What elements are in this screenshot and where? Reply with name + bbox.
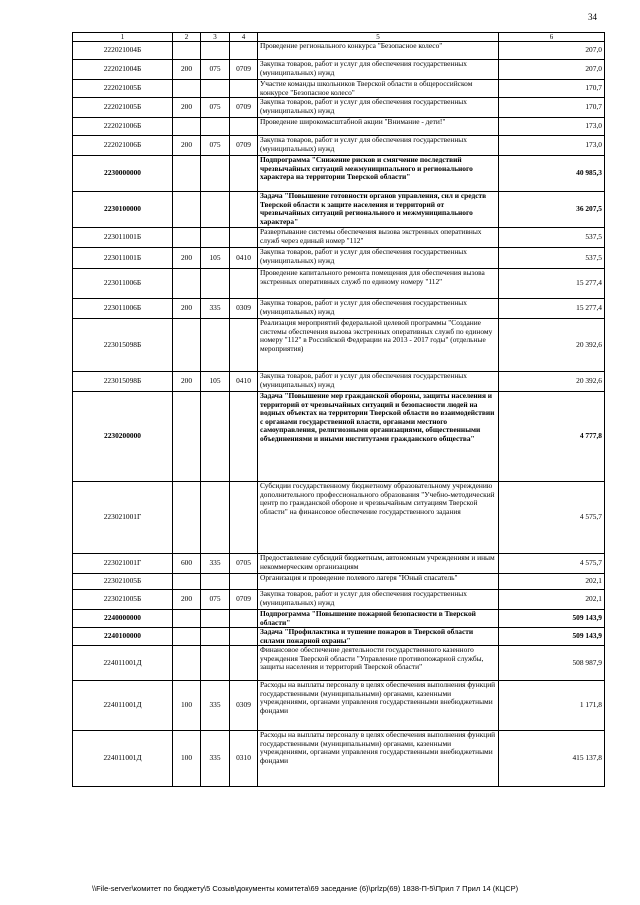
department-cell: 335 <box>201 731 230 787</box>
budget-code-cell: 2230100000 <box>73 192 173 228</box>
expense-type-cell <box>173 482 201 554</box>
expense-type-cell: 200 <box>173 590 201 610</box>
section-cell <box>230 228 258 248</box>
amount-cell: 4 777,8 <box>499 392 605 482</box>
description-cell: Организация и проведение полевого лагеря "Юный спасатель" <box>258 574 499 590</box>
department-cell <box>201 192 230 228</box>
table-row <box>73 731 605 787</box>
section-cell: 0410 <box>230 248 258 269</box>
section-cell <box>230 156 258 192</box>
budget-code-cell: 222021006Б <box>73 118 173 136</box>
amount-cell: 415 137,8 <box>499 731 605 787</box>
table-row <box>73 319 605 372</box>
department-cell: 075 <box>201 98 230 118</box>
table-row <box>73 681 605 731</box>
table-row <box>73 574 605 590</box>
amount-cell: 15 277,4 <box>499 269 605 299</box>
section-cell <box>230 269 258 299</box>
department-cell <box>201 156 230 192</box>
table-row <box>73 118 605 136</box>
table-row <box>73 392 605 482</box>
section-cell: 0410 <box>230 372 258 392</box>
budget-code-cell: 222021004Б <box>73 42 173 60</box>
budget-table <box>72 32 605 787</box>
section-cell <box>230 610 258 628</box>
table-row <box>73 98 605 118</box>
column-header: 1 <box>73 33 173 42</box>
section-cell <box>230 392 258 482</box>
table-row <box>73 269 605 299</box>
description-cell: Закупка товаров, работ и услуг для обеспечения государственных (муниципальных) нужд <box>258 299 499 319</box>
expense-type-cell: 200 <box>173 372 201 392</box>
expense-type-cell: 200 <box>173 98 201 118</box>
description-cell: Закупка товаров, работ и услуг для обеспечения государственных (муниципальных) нужд <box>258 98 499 118</box>
section-cell: 0709 <box>230 136 258 156</box>
amount-cell: 36 207,5 <box>499 192 605 228</box>
expense-type-cell <box>173 118 201 136</box>
table-row <box>73 60 605 80</box>
expense-type-cell <box>173 269 201 299</box>
department-cell <box>201 269 230 299</box>
table-row <box>73 228 605 248</box>
description-cell: Расходы на выплаты персоналу в целях обеспечения выполнения функций государственными (муниципальными) органами, казенными учреждениями, органами управления государственными внебюджетными фондами <box>258 731 499 787</box>
amount-cell: 207,0 <box>499 60 605 80</box>
section-cell <box>230 42 258 60</box>
budget-code-cell: 223021005Б <box>73 590 173 610</box>
budget-code-cell: 224011001Д <box>73 646 173 681</box>
description-cell: Реализация мероприятий федеральной целевой программы "Создание системы обеспечения вызова экстренных оперативных служб по единому номеру "112" в Российской Федерации на 2013 - 2017 годы" (отдельные мероприятия) <box>258 319 499 372</box>
table-row <box>73 610 605 628</box>
department-cell: 335 <box>201 681 230 731</box>
amount-cell: 170,7 <box>499 80 605 98</box>
department-cell: 105 <box>201 372 230 392</box>
amount-cell: 20 392,6 <box>499 372 605 392</box>
description-cell: Подпрограмма "Повышение пожарной безопасности в Тверской области" <box>258 610 499 628</box>
expense-type-cell: 200 <box>173 60 201 80</box>
expense-type-cell <box>173 628 201 646</box>
budget-code-cell: 223011006Б <box>73 269 173 299</box>
section-cell: 0309 <box>230 681 258 731</box>
description-cell: Финансовое обеспечение деятельности государственного казенного учреждения Тверской области "Управление противопожарной службы, защиты населения и территорий Тверской области" <box>258 646 499 681</box>
table-row <box>73 80 605 98</box>
expense-type-cell: 100 <box>173 681 201 731</box>
department-cell: 335 <box>201 554 230 574</box>
section-cell: 0310 <box>230 731 258 787</box>
description-cell: Закупка товаров, работ и услуг для обеспечения государственных (муниципальных) нужд <box>258 248 499 269</box>
amount-cell: 4 575,7 <box>499 554 605 574</box>
department-cell <box>201 118 230 136</box>
expense-type-cell: 200 <box>173 299 201 319</box>
section-cell: 0709 <box>230 98 258 118</box>
department-cell <box>201 228 230 248</box>
amount-cell: 202,1 <box>499 590 605 610</box>
amount-cell: 15 277,4 <box>499 299 605 319</box>
page-number: 34 <box>588 12 597 22</box>
description-cell: Задача "Повышение готовности органов управления, сил и средств Тверской области к защите населения и территорий от чрезвычайных ситуаций регионального и межмуниципального характера" <box>258 192 499 228</box>
budget-code-cell: 223021001Г <box>73 554 173 574</box>
budget-code-cell: 2240000000 <box>73 610 173 628</box>
description-cell: Участие команды школьников Тверской области в общероссийском конкурсе "Безопасное колесо" <box>258 80 499 98</box>
amount-cell: 202,1 <box>499 574 605 590</box>
budget-code-cell: 224011001Д <box>73 731 173 787</box>
expense-type-cell <box>173 319 201 372</box>
expense-type-cell <box>173 610 201 628</box>
description-cell: Расходы на выплаты персоналу в целях обеспечения выполнения функций государственными (муниципальными) органами, казенными учреждениями, органами управления государственными внебюджетными фондами <box>258 681 499 731</box>
description-cell: Проведение капитального ремонта помещения для обеспечения вызова экстренных оперативных служб по единому номеру "112" <box>258 269 499 299</box>
table-row <box>73 646 605 681</box>
expense-type-cell: 200 <box>173 248 201 269</box>
description-cell: Закупка товаров, работ и услуг для обеспечения государственных (муниципальных) нужд <box>258 590 499 610</box>
section-cell: 0705 <box>230 554 258 574</box>
table-row <box>73 299 605 319</box>
section-cell: 0709 <box>230 590 258 610</box>
department-cell <box>201 319 230 372</box>
budget-code-cell: 223021001Г <box>73 482 173 554</box>
table-row <box>73 156 605 192</box>
section-cell <box>230 646 258 681</box>
department-cell: 335 <box>201 299 230 319</box>
amount-cell: 537,5 <box>499 228 605 248</box>
expense-type-cell: 200 <box>173 136 201 156</box>
description-cell: Задача "Профилактика и тушение пожаров в Тверской области силами пожарной охраны" <box>258 628 499 646</box>
amount-cell: 1 171,8 <box>499 681 605 731</box>
budget-code-cell: 222021005Б <box>73 98 173 118</box>
section-cell: 0309 <box>230 299 258 319</box>
description-cell: Предоставление субсидий бюджетным, автономным учреждениям и иным некоммерческим организациям <box>258 554 499 574</box>
section-cell <box>230 192 258 228</box>
amount-cell: 509 143,9 <box>499 628 605 646</box>
budget-code-cell: 222021005Б <box>73 80 173 98</box>
amount-cell: 173,0 <box>499 118 605 136</box>
department-cell: 105 <box>201 248 230 269</box>
expense-type-cell <box>173 192 201 228</box>
expense-type-cell: 600 <box>173 554 201 574</box>
budget-code-cell: 223011001Б <box>73 248 173 269</box>
description-cell: Закупка товаров, работ и услуг для обеспечения государственных (муниципальных) нужд <box>258 136 499 156</box>
table-row <box>73 628 605 646</box>
amount-cell: 537,5 <box>499 248 605 269</box>
section-cell <box>230 80 258 98</box>
description-cell: Закупка товаров, работ и услуг для обеспечения государственных (муниципальных) нужд <box>258 372 499 392</box>
amount-cell: 207,0 <box>499 42 605 60</box>
table-row <box>73 192 605 228</box>
description-cell: Проведение регионального конкурса "Безопасное колесо" <box>258 42 499 60</box>
budget-code-cell: 2230000000 <box>73 156 173 192</box>
section-cell <box>230 574 258 590</box>
budget-code-cell: 223015098Б <box>73 319 173 372</box>
table-row <box>73 248 605 269</box>
section-cell <box>230 118 258 136</box>
budget-code-cell: 222021004Б <box>73 60 173 80</box>
budget-code-cell: 223021005Б <box>73 574 173 590</box>
section-cell <box>230 628 258 646</box>
table-row <box>73 136 605 156</box>
budget-code-cell: 222021006Б <box>73 136 173 156</box>
column-header: 2 <box>173 33 201 42</box>
department-cell <box>201 42 230 60</box>
description-cell: Проведение широкомасштабной акции "Внимание - дети!" <box>258 118 499 136</box>
description-cell: Субсидии государственному бюджетному образовательному учреждению дополнительного профессионального образования "Учебно-методический центр по гражданской обороне и чрезвычайным ситуациям Тверской области" на финансовое обеспечение государственного задания <box>258 482 499 554</box>
table-row <box>73 554 605 574</box>
amount-cell: 4 575,7 <box>499 482 605 554</box>
budget-code-cell: 2230200000 <box>73 392 173 482</box>
column-header: 4 <box>230 33 258 42</box>
amount-cell: 40 985,3 <box>499 156 605 192</box>
amount-cell: 173,0 <box>499 136 605 156</box>
budget-code-cell: 2240100000 <box>73 628 173 646</box>
expense-type-cell <box>173 80 201 98</box>
table-row <box>73 590 605 610</box>
department-cell: 075 <box>201 590 230 610</box>
expense-type-cell <box>173 42 201 60</box>
column-header: 5 <box>258 33 499 42</box>
department-cell: 075 <box>201 136 230 156</box>
description-cell: Подпрограмма "Снижение рисков и смягчение последствий чрезвычайных ситуаций межмуниципального и регионального характера на территории Тверской области" <box>258 156 499 192</box>
amount-cell: 508 987,9 <box>499 646 605 681</box>
section-cell: 0709 <box>230 60 258 80</box>
expense-type-cell <box>173 156 201 192</box>
department-cell <box>201 646 230 681</box>
department-cell <box>201 392 230 482</box>
expense-type-cell <box>173 646 201 681</box>
table-row <box>73 42 605 60</box>
section-cell <box>230 319 258 372</box>
description-cell: Развертывание системы обеспечения вызова экстренных оперативных служб через единый номер "112" <box>258 228 499 248</box>
file-path-footer: \\File-server\комитет по бюджету\5 Созыв\документы комитета\69 заседание (6)\prlzp(69) 1838-П-5\Прил 7 Прил 14 (КЦСР) <box>92 884 519 893</box>
department-cell <box>201 610 230 628</box>
expense-type-cell <box>173 228 201 248</box>
expense-type-cell: 100 <box>173 731 201 787</box>
budget-code-cell: 223011006Б <box>73 299 173 319</box>
table-row <box>73 372 605 392</box>
section-cell <box>230 482 258 554</box>
description-cell: Закупка товаров, работ и услуг для обеспечения государственных (муниципальных) нужд <box>258 60 499 80</box>
budget-code-cell: 224011001Д <box>73 681 173 731</box>
department-cell: 075 <box>201 60 230 80</box>
expense-type-cell <box>173 392 201 482</box>
department-cell <box>201 574 230 590</box>
description-cell: Задача "Повышение мер гражданской обороны, защиты населения и территорий от чрезвычайных ситуаций и безопасности людей на водных объектах на территории Тверской области во взаимодействии с органами государственной власти, органами местного самоуправления, религиозными организациями, общественными объединениями и иными институтами гражданского общества" <box>258 392 499 482</box>
department-cell <box>201 80 230 98</box>
table-row <box>73 482 605 554</box>
column-header: 3 <box>201 33 230 42</box>
expense-type-cell <box>173 574 201 590</box>
amount-cell: 170,7 <box>499 98 605 118</box>
department-cell <box>201 482 230 554</box>
column-header: 6 <box>499 33 605 42</box>
department-cell <box>201 628 230 646</box>
amount-cell: 20 392,6 <box>499 319 605 372</box>
amount-cell: 509 143,9 <box>499 610 605 628</box>
budget-code-cell: 223011001Б <box>73 228 173 248</box>
budget-code-cell: 223015098Б <box>73 372 173 392</box>
